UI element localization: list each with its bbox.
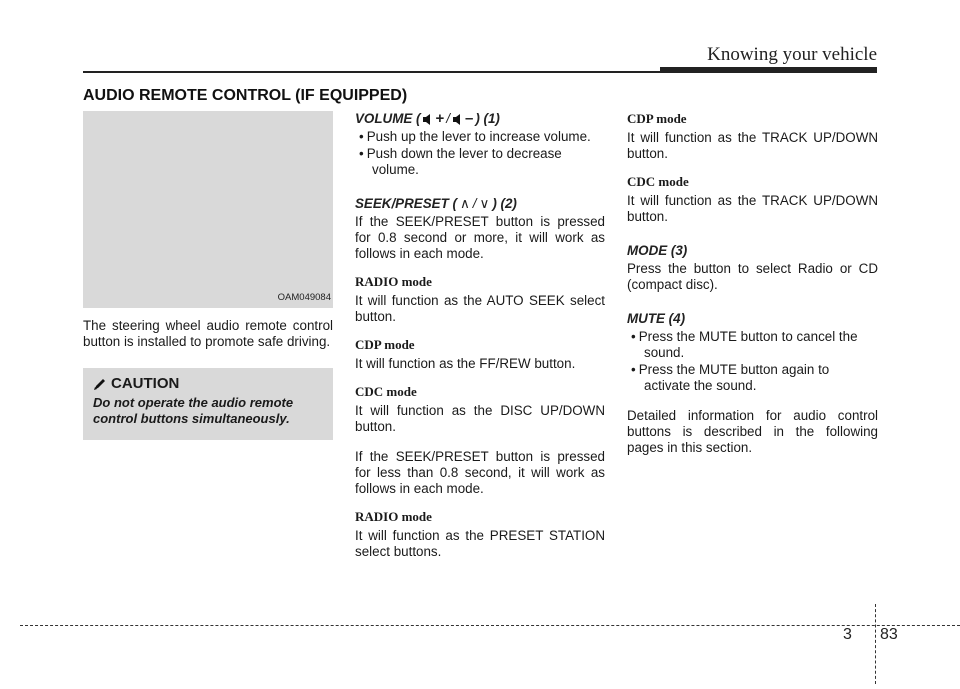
list-item: • Press the MUTE button to cancel the sound. bbox=[627, 329, 878, 361]
chapter-number: 3 bbox=[843, 626, 852, 643]
chevron-down-icon: ∨ bbox=[479, 196, 490, 211]
caution-box bbox=[83, 368, 333, 440]
pencil-icon bbox=[93, 377, 107, 391]
mode-heading: MODE (3) bbox=[627, 243, 688, 258]
page-number: 83 bbox=[880, 626, 898, 643]
photo-code: OAM049084 bbox=[277, 292, 331, 303]
speaker-icon bbox=[422, 113, 434, 126]
volume-minus-symbol: – bbox=[464, 110, 474, 127]
list-item: • Push down the lever to decrease volume. bbox=[355, 146, 605, 178]
radio-mode-text-2: It will function as the PRESET STATION select buttons. bbox=[355, 528, 605, 559]
mute-heading: MUTE (4) bbox=[627, 311, 686, 326]
volume-plus-symbol: + bbox=[435, 110, 445, 127]
seek-intro-long: If the SEEK/PRESET button is pressed for 0.8 second or more, it will work as follows in each mode. bbox=[355, 214, 605, 261]
list-item: • Push up the lever to increase volume. bbox=[355, 129, 605, 145]
left-column bbox=[83, 111, 333, 440]
intro-text: The steering wheel audio remote control button is installed to promote safe driving. bbox=[83, 318, 333, 349]
cdp-mode-label: CDP mode bbox=[355, 337, 415, 352]
seek-intro-short: If the SEEK/PRESET button is pressed for less than 0.8 second, it will work as follows in each mode. bbox=[355, 449, 605, 496]
cdc-mode-label: CDC mode bbox=[355, 384, 417, 399]
radio-mode-label: RADIO mode bbox=[355, 274, 432, 289]
section-title: AUDIO REMOTE CONTROL (IF EQUIPPED) bbox=[83, 87, 408, 104]
footer-divider bbox=[875, 604, 876, 684]
cdp-mode-text-right: It will function as the TRACK UP/DOWN button. bbox=[627, 130, 878, 161]
caution-title: CAUTION bbox=[111, 375, 180, 392]
chevron-up-icon: ∧ bbox=[459, 196, 470, 211]
cdp-mode-label-right: CDP mode bbox=[627, 111, 687, 126]
cdc-mode-label-right: CDC mode bbox=[627, 174, 689, 189]
mode-text: Press the button to select Radio or CD (compact disc). bbox=[627, 261, 878, 292]
caution-text: Do not operate the audio remote control buttons simultaneously. bbox=[93, 395, 294, 426]
header-rule-accent bbox=[660, 67, 877, 73]
cdc-mode-text: It will function as the DISC UP/DOWN button. bbox=[355, 403, 605, 434]
radio-mode-text: It will function as the AUTO SEEK select button. bbox=[355, 293, 605, 324]
seek-heading: SEEK/PRESET ( ∧ / ∨ ) (2) bbox=[355, 196, 517, 211]
cdp-mode-text: It will function as the FF/REW button. bbox=[355, 356, 576, 371]
footer-rule bbox=[20, 625, 960, 626]
caution-header bbox=[93, 376, 179, 392]
volume-heading: VOLUME ( + / – ) (1) bbox=[355, 110, 500, 127]
header-title: Knowing your vehicle bbox=[707, 44, 877, 65]
list-item: • Press the MUTE button again to activate the sound. bbox=[627, 362, 878, 394]
middle-column bbox=[355, 111, 605, 560]
speaker-icon bbox=[452, 113, 464, 126]
right-column bbox=[627, 111, 878, 456]
steering-wheel-photo bbox=[83, 111, 333, 308]
cdc-mode-text-right: It will function as the TRACK UP/DOWN button. bbox=[627, 193, 878, 224]
mute-list bbox=[627, 329, 878, 394]
volume-list bbox=[355, 129, 605, 178]
detail-text: Detailed information for audio control buttons is described in the following pages in this section. bbox=[627, 408, 878, 455]
radio-mode-label-2: RADIO mode bbox=[355, 509, 432, 524]
